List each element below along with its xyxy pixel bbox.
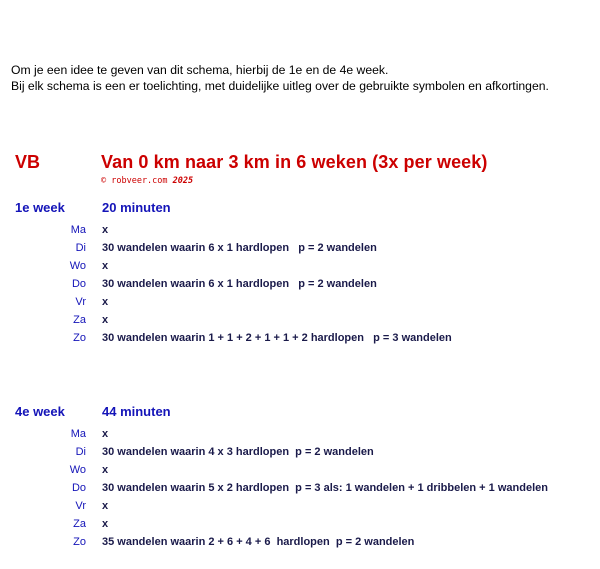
- day-row-ma: [0, 224, 600, 242]
- schedule-title: Van 0 km naar 3 km in 6 weken (3x per week): [101, 152, 488, 172]
- day-label: Do: [71, 482, 86, 494]
- day-label: Zo: [73, 332, 86, 344]
- week-minutes: 20 minuten: [102, 200, 171, 215]
- day-description: 30 wandelen waarin 4 x 3 hardlopen p = 2 wandelen: [102, 446, 374, 458]
- day-label: Za: [73, 518, 86, 530]
- intro-line-1: Om je een idee te geven van dit schema, hierbij de 1e en de 4e week.: [11, 63, 389, 77]
- day-row-za: [0, 314, 600, 332]
- day-label: Wo: [69, 464, 86, 476]
- copyright-year: 2025: [172, 176, 194, 186]
- day-description: 35 wandelen waarin 2 + 6 + 4 + 6 hardlopen p = 2 wandelen: [102, 536, 415, 548]
- week-label: 1e week: [15, 200, 65, 215]
- intro-line-2: Bij elk schema is een er toelichting, met duidelijke uitleg over de gebruikte symbolen en afkortingen.: [11, 79, 549, 93]
- day-row-di: [0, 242, 600, 260]
- day-row-vr: [0, 296, 600, 314]
- day-description: x: [102, 518, 109, 530]
- day-description: 30 wandelen waarin 6 x 1 hardlopen p = 2 wandelen: [102, 242, 377, 254]
- day-description: x: [102, 500, 109, 512]
- day-row-wo: [0, 464, 600, 482]
- week-label: 4e week: [15, 404, 65, 419]
- copyright-notice: [101, 176, 193, 186]
- day-row-zo: [0, 332, 600, 350]
- day-label: Za: [73, 314, 86, 326]
- day-description: 30 wandelen waarin 5 x 2 hardlopen p = 3 als: 1 wandelen + 1 dribbelen + 1 wandelen: [102, 482, 548, 494]
- day-description: 30 wandelen waarin 6 x 1 hardlopen p = 2 wandelen: [102, 278, 377, 290]
- day-description: x: [102, 224, 109, 236]
- day-row-vr: [0, 500, 600, 518]
- vb-label: VB: [15, 152, 41, 172]
- day-description: x: [102, 314, 109, 326]
- day-row-do: [0, 278, 600, 296]
- day-row-do: [0, 482, 600, 500]
- week-minutes: 44 minuten: [102, 404, 171, 419]
- day-row-wo: [0, 260, 600, 278]
- copyright-text: © robveer.com: [101, 176, 168, 186]
- intro-text: [11, 62, 596, 94]
- day-description: x: [102, 428, 109, 440]
- day-label: Vr: [75, 500, 86, 512]
- day-row-zo: [0, 536, 600, 554]
- day-label: Vr: [75, 296, 86, 308]
- day-label: Ma: [70, 224, 86, 236]
- day-label: Ma: [70, 428, 86, 440]
- day-label: Wo: [69, 260, 86, 272]
- day-label: Do: [71, 278, 86, 290]
- day-label: Zo: [73, 536, 86, 548]
- day-row-za: [0, 518, 600, 536]
- day-row-di: [0, 446, 600, 464]
- day-label: Di: [75, 242, 86, 254]
- day-label: Di: [75, 446, 86, 458]
- day-row-ma: [0, 428, 600, 446]
- day-description: x: [102, 464, 109, 476]
- day-description: 30 wandelen waarin 1 + 1 + 2 + 1 + 1 + 2 hardlopen p = 3 wandelen: [102, 332, 452, 344]
- day-description: x: [102, 260, 109, 272]
- day-description: x: [102, 296, 109, 308]
